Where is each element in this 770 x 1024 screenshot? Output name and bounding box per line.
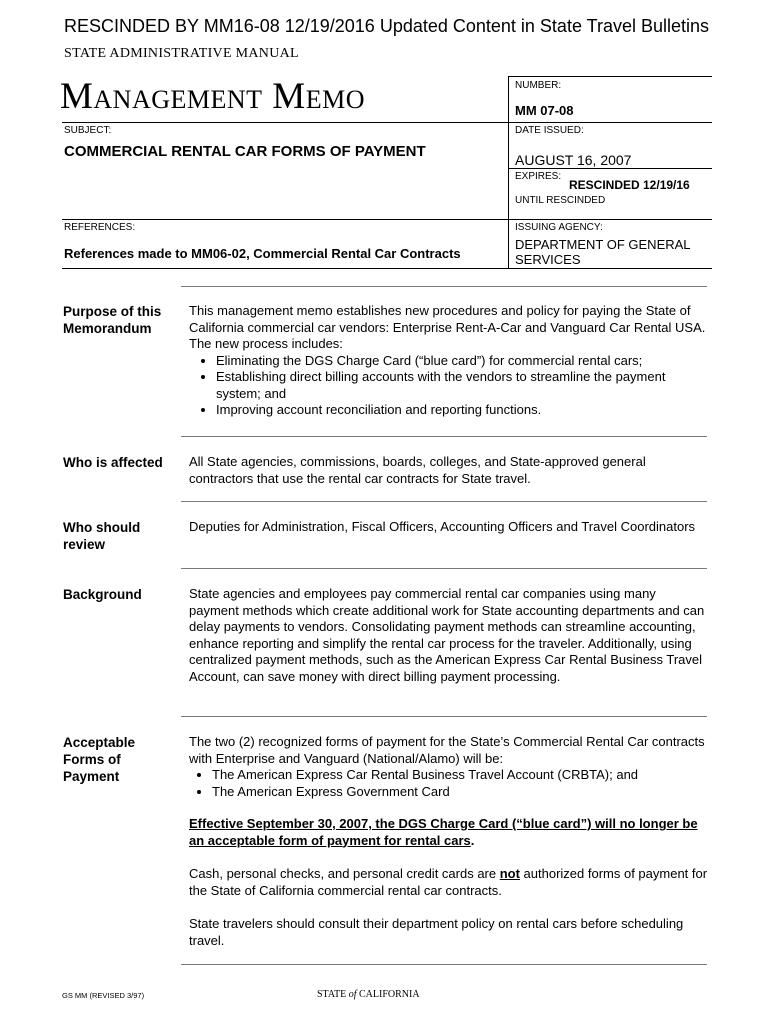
subject-label: SUBJECT: bbox=[64, 125, 112, 136]
consult-notice: State travelers should consult their department policy on rental cars before scheduling travel. bbox=[189, 916, 684, 948]
state-of-california: STATE of CALIFORNIA bbox=[317, 989, 420, 1000]
section-separator bbox=[181, 716, 707, 717]
manual-name: STATE ADMINISTRATIVE MANUAL bbox=[64, 46, 299, 61]
header-rule-top bbox=[508, 76, 712, 77]
section-separator bbox=[181, 568, 707, 569]
section-separator bbox=[181, 501, 707, 502]
form-id: GS MM (REVISED 3/97) bbox=[62, 991, 145, 1000]
list-item: • Improving account reconciliation and reporting functions. bbox=[216, 402, 709, 419]
memo-number: MM 07-08 bbox=[515, 103, 574, 118]
cash-notice: Cash, personal checks, and personal credit cards are not authorized forms of payment for the State of California commercial rental car contracts. bbox=[189, 866, 708, 898]
header-rule-expires bbox=[508, 168, 712, 169]
subject-value: COMMERCIAL RENTAL CAR FORMS OF PAYMENT bbox=[64, 143, 426, 160]
acceptable-body bbox=[189, 734, 709, 949]
header-rule-bottom bbox=[62, 268, 712, 269]
section-separator bbox=[181, 964, 707, 965]
purpose-body bbox=[189, 303, 709, 419]
until-rescinded: UNTIL RESCINDED bbox=[515, 195, 606, 206]
issuing-agency-label: ISSUING AGENCY: bbox=[515, 222, 603, 233]
header-divider bbox=[508, 76, 509, 269]
rescinded-banner: RESCINDED BY MM16-08 12/19/2016 Updated Content in State Travel Bulletins bbox=[64, 16, 710, 36]
purpose-heading: Purpose of this Memorandum bbox=[63, 304, 162, 336]
affected-body: All State agencies, commissions, boards, colleges, and State-approved general contractors that use the rental car contracts for State travel. bbox=[189, 454, 646, 486]
section-separator bbox=[181, 286, 707, 287]
review-heading: Who should review bbox=[63, 520, 141, 552]
background-body: State agencies and employees pay commercial rental car companies using many payment methods which create additional work for State accounting departments and can delay payments to vendors. Consolidating payment methods can streamline accounting, enhance reporting and simplify the rental car process for the traveler. Additionally, using centralized payment methods, such as the American Express Car Rental Business Travel Account, can save money with direct billing payment processing. bbox=[189, 586, 705, 684]
issuing-agency-line-1: DEPARTMENT OF GENERAL bbox=[515, 237, 691, 252]
references-label: REFERENCES: bbox=[64, 222, 136, 233]
list-item: • The American Express Car Rental Business Travel Account (CRBTA); and bbox=[212, 767, 709, 784]
header-rule-references bbox=[62, 219, 712, 220]
header-rule-subject bbox=[62, 122, 712, 123]
date-issued-value: AUGUST 16, 2007 bbox=[515, 152, 632, 168]
background-heading: Background bbox=[63, 587, 142, 602]
memo-title: Management Memo bbox=[60, 76, 365, 117]
acceptable-heading: Acceptable Forms of Payment bbox=[63, 735, 136, 784]
list-item: • The American Express Government Card bbox=[212, 784, 709, 801]
acceptable-intro: The two (2) recognized forms of payment for the State’s Commercial Rental Car contracts with Enterprise and Vanguard (National/Alamo) will be: bbox=[189, 734, 705, 766]
section-separator bbox=[181, 436, 707, 437]
review-body: Deputies for Administration, Fiscal Officers, Accounting Officers and Travel Coordinators bbox=[189, 519, 696, 534]
references-value: References made to MM06-02, Commercial Rental Car Contracts bbox=[64, 246, 461, 261]
purpose-intro: This management memo establishes new procedures and policy for paying the State of California commercial car vendors: Enterprise Rent-A-Car and Vanguard Car Rental USA. The new process includes: bbox=[189, 303, 706, 351]
affected-heading: Who is affected bbox=[63, 455, 163, 470]
list-item: • Establishing direct billing accounts with the vendors to streamline the payment system; and bbox=[216, 369, 709, 402]
date-issued-label: DATE ISSUED: bbox=[515, 125, 584, 136]
list-item: • Eliminating the DGS Charge Card (“blue card”) for commercial rental cars; bbox=[216, 353, 709, 370]
expires-label: EXPIRES: bbox=[515, 171, 562, 182]
expires-value: RESCINDED 12/19/16 bbox=[569, 178, 690, 192]
number-label: NUMBER: bbox=[515, 80, 562, 91]
effective-notice: Effective September 30, 2007, the DGS Charge Card (“blue card”) will no longer be an acceptable form of payment for rental cars. bbox=[189, 816, 698, 848]
issuing-agency-line-2: SERVICES bbox=[515, 252, 581, 267]
